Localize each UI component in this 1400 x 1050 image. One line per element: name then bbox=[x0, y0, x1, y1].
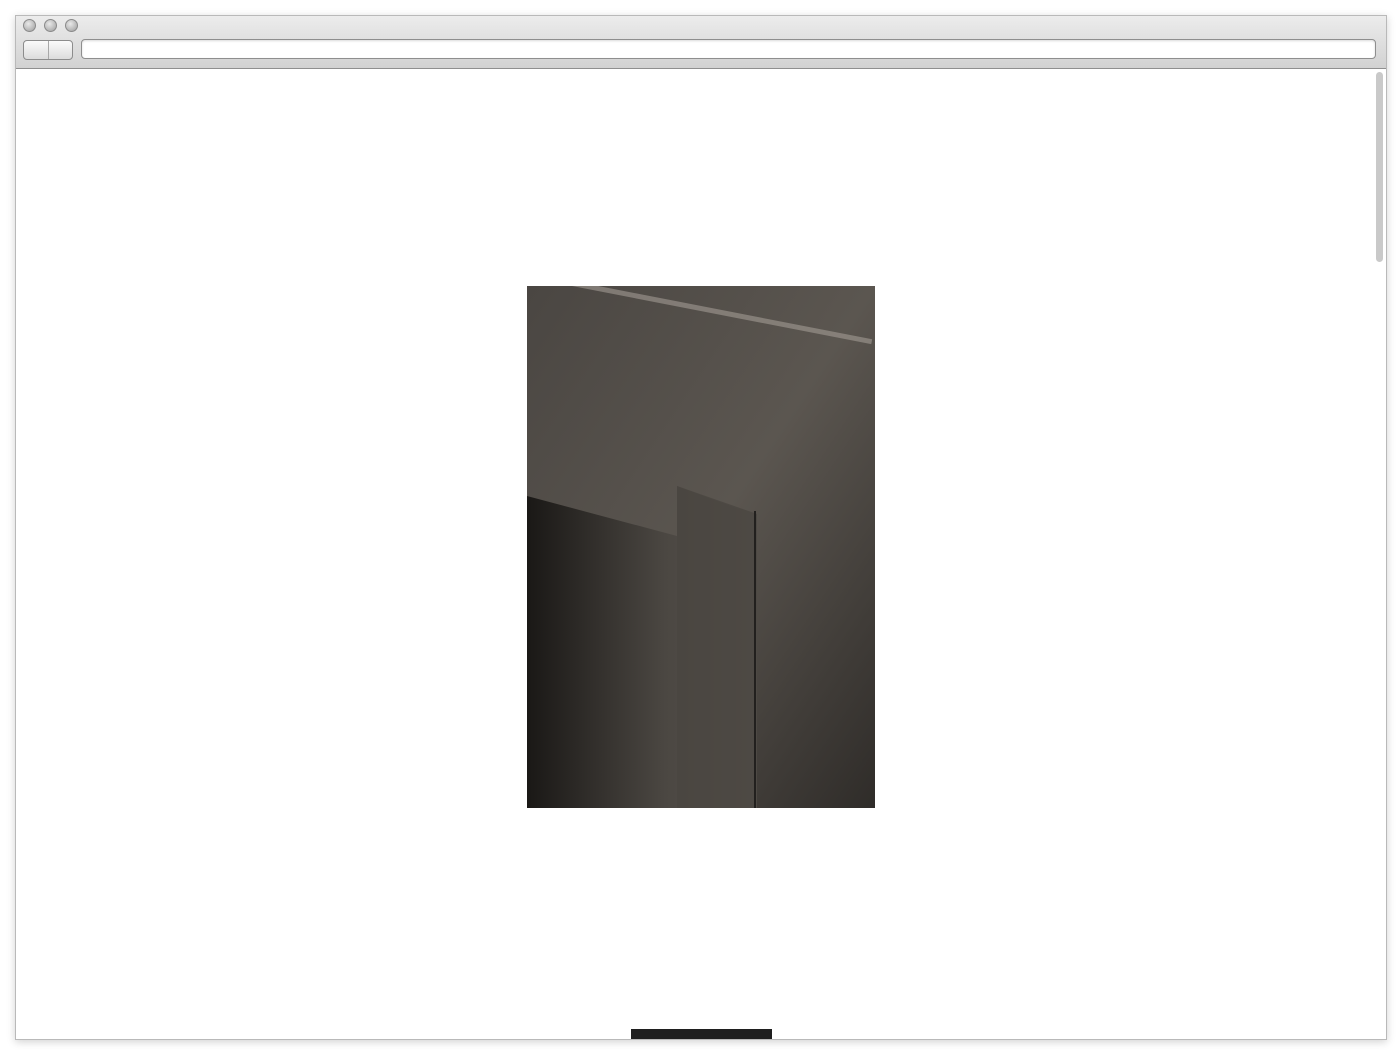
window-controls bbox=[23, 19, 78, 32]
page-content bbox=[16, 69, 1374, 1039]
vertical-scrollbar[interactable] bbox=[1375, 72, 1384, 1037]
back-button[interactable] bbox=[24, 41, 48, 59]
project-photo[interactable] bbox=[527, 286, 875, 808]
close-window-button[interactable] bbox=[23, 19, 36, 32]
browser-toolbar bbox=[16, 16, 1386, 69]
minimize-window-button[interactable] bbox=[44, 19, 57, 32]
history-buttons bbox=[23, 40, 73, 60]
forward-button[interactable] bbox=[48, 41, 73, 59]
cast-iron-facade-image bbox=[527, 286, 875, 808]
zoom-window-button[interactable] bbox=[65, 19, 78, 32]
browser-window bbox=[15, 15, 1387, 1040]
scrollbar-thumb[interactable] bbox=[1376, 72, 1383, 262]
address-bar[interactable] bbox=[81, 39, 1376, 59]
next-project-photo[interactable] bbox=[631, 1029, 772, 1039]
